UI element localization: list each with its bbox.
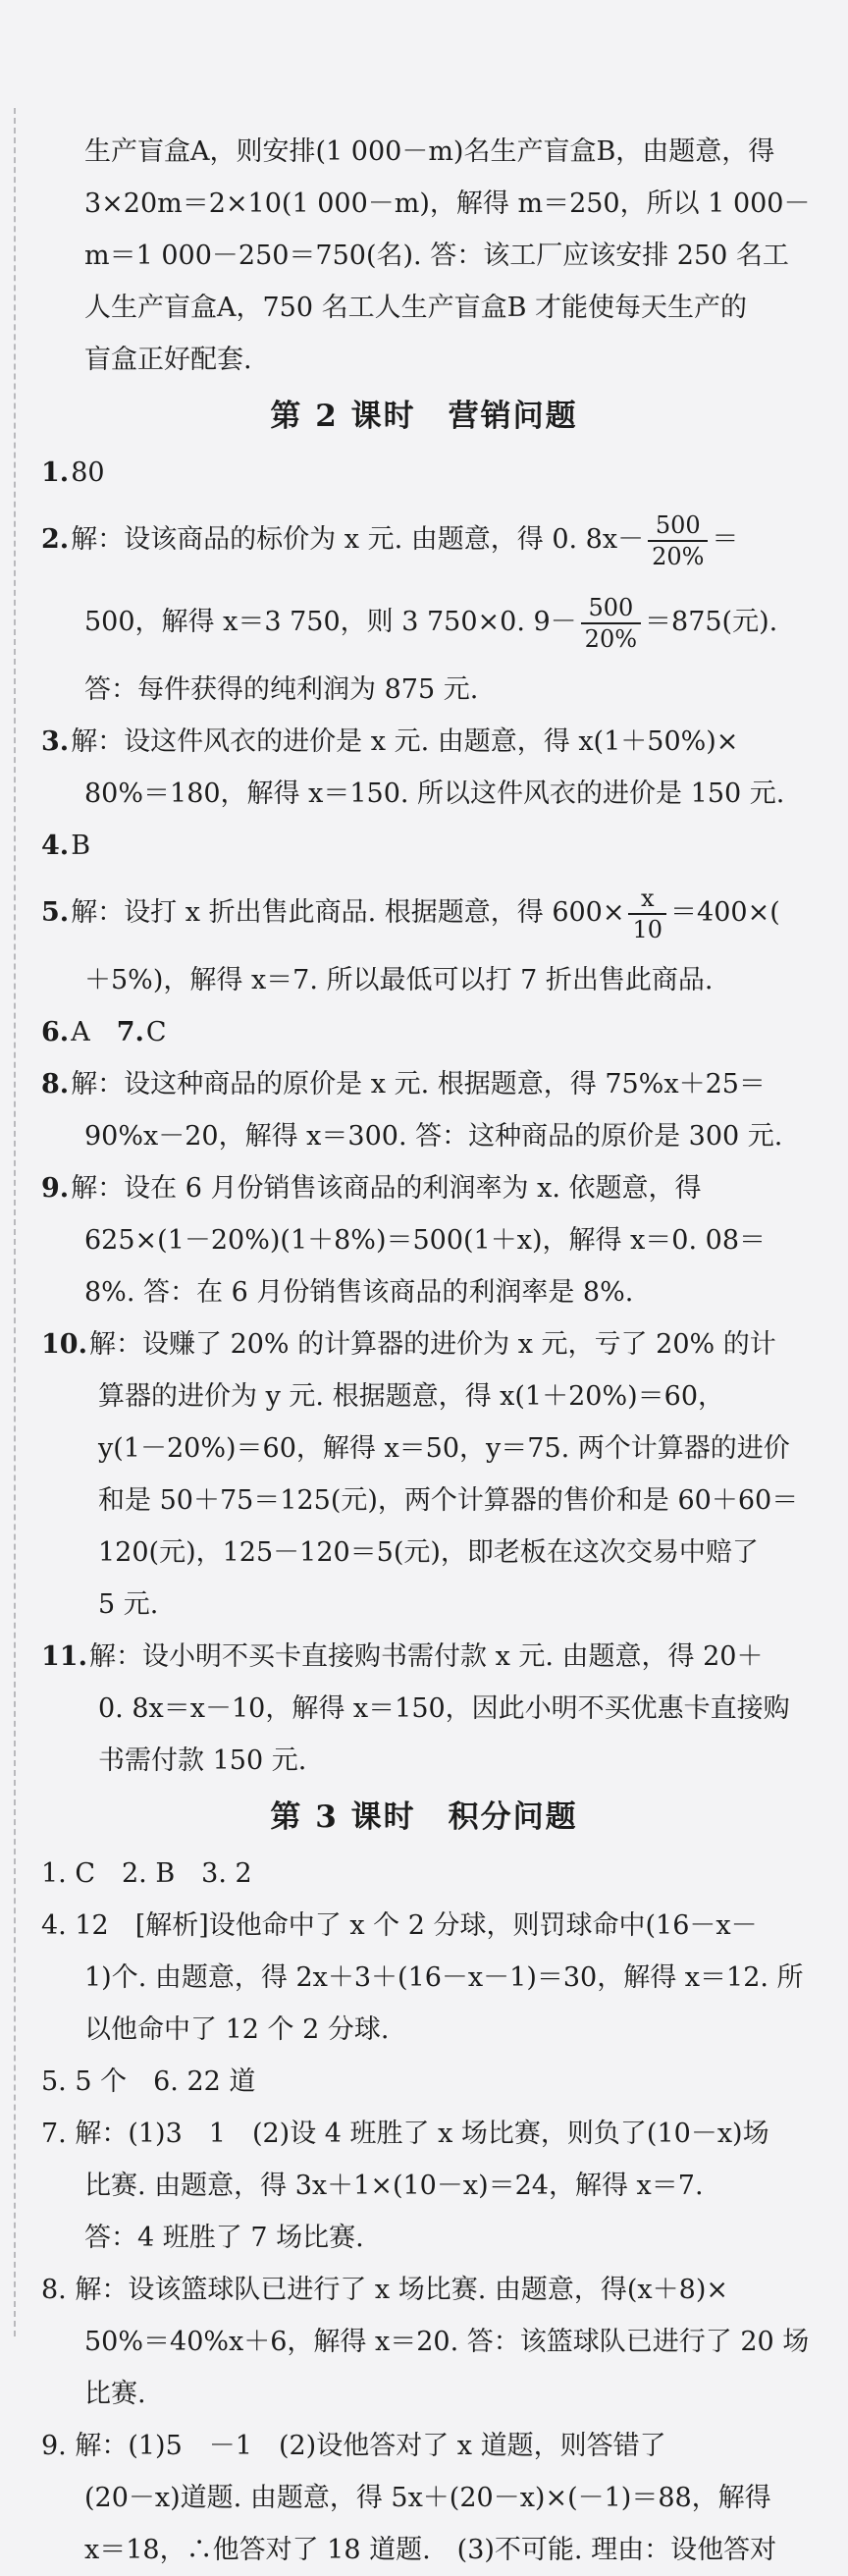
item-text: 500，解得 x＝3 750，则 3 750×0. 9－ — [84, 607, 577, 637]
item-number: 1. — [41, 457, 70, 488]
item-text: 解：设这种商品的原价是 x 元. 根据题意，得 75%x＋25＝ — [71, 1069, 766, 1100]
item-text: ＝875(元). — [645, 607, 778, 637]
item-text: 80 — [71, 457, 105, 488]
item-text: 解：设小明不买卡直接购书需付款 x 元. 由题意，得 20＋ — [88, 1641, 764, 1672]
fraction — [628, 884, 666, 944]
text-line: 120(元)，125－120＝5(元)，即老板在这次交易中赔了 — [98, 1537, 759, 1568]
text-line: 以他命中了 12 个 2 分球. — [84, 2014, 390, 2045]
text-line: m＝1 000－250＝750(名). 答：该工厂应该安排 250 名工 — [84, 241, 789, 271]
answer-item — [41, 1162, 807, 1214]
answer-item — [41, 820, 807, 872]
text-line: 8%. 答：在 6 月份销售该商品的利润率是 8%. — [84, 1277, 634, 1308]
text-line: 比赛. — [84, 2379, 146, 2409]
text-line: 90%x－20，解得 x＝300. 答：这种商品的原价是 300 元. — [84, 1121, 783, 1152]
item-text: A — [71, 1017, 117, 1047]
item-number: 5. — [41, 897, 70, 928]
text-line: 8. 解：设该篮球队已进行了 x 场比赛. 由题意，得(x＋8)× — [41, 2275, 728, 2305]
answer-item — [41, 499, 807, 581]
text-line: 9. 解：(1)5 －1 (2)设他答对了 x 道题，则答错了 — [41, 2431, 666, 2461]
text-line: 生产盲盒A，则安排(1 000－m)名生产盲盒B，由题意，得 — [84, 136, 775, 167]
item-text: 解：设该商品的标价为 x 元. 由题意，得 0. 8x－ — [71, 524, 645, 555]
text-line: ＋5%)，解得 x＝7. 所以最低可以打 7 折出售此商品. — [84, 965, 714, 995]
text-line: 答：4 班胜了 7 场比赛. — [84, 2223, 364, 2253]
text-line: 1)个. 由题意，得 2x＋3＋(16－x－1)＝30，解得 x＝12. 所 — [84, 1962, 804, 1993]
text-line: 0. 8x＝x－10，解得 x＝150，因此小明不买优惠卡直接购 — [98, 1693, 790, 1724]
answer-item — [41, 581, 807, 664]
answer-item — [41, 1631, 807, 1683]
item-number: 8. — [41, 1069, 70, 1100]
answer-item — [41, 1058, 807, 1110]
answer-item — [41, 1318, 807, 1370]
text-line: 50%＝40%x＋6，解得 x＝20. 答：该篮球队已进行了 20 场 — [84, 2327, 810, 2357]
text-line: 算器的进价为 y 元. 根据题意，得 x(1＋20%)＝60， — [98, 1381, 725, 1412]
text-line: 1. C 2. B 3. 2 — [41, 1858, 252, 1889]
fraction-numerator: 500 — [581, 593, 641, 624]
fraction-denominator: 10 — [632, 915, 663, 943]
item-number: 6. — [41, 1017, 70, 1047]
item-text: B — [71, 831, 91, 861]
fraction-denominator: 20% — [584, 624, 638, 653]
text-line: y(1－20%)＝60，解得 x＝50，y＝75. 两个计算器的进价 — [98, 1433, 790, 1464]
item-number: 10. — [41, 1329, 87, 1360]
answer-item — [41, 872, 807, 954]
text-line: 625×(1－20%)(1＋8%)＝500(1＋x)，解得 x＝0. 08＝ — [84, 1225, 767, 1256]
text-line: 5. 5 个 6. 22 道 — [41, 2066, 256, 2097]
item-number: 4. — [41, 831, 70, 861]
fraction — [648, 510, 708, 571]
item-number: 11. — [41, 1641, 87, 1672]
fraction-denominator: 20% — [652, 542, 705, 570]
text-line: 比赛. 由题意，得 3x＋1×(10－x)＝24，解得 x＝7. — [84, 2171, 704, 2201]
text-line: 4. 12 [解析]设他命中了 x 个 2 分球，则罚球命中(16－x－ — [41, 1910, 758, 1941]
text-line: 和是 50＋75＝125(元)，两个计算器的售价和是 60＋60＝ — [98, 1485, 799, 1516]
dashed-margin-line — [14, 108, 16, 2336]
text-line: 80%＝180，解得 x＝150. 所以这件风衣的进价是 150 元. — [84, 778, 785, 809]
item-text: C — [145, 1017, 167, 1047]
item-text: ＝ — [712, 524, 739, 555]
text-line: 书需付款 150 元. — [98, 1745, 307, 1776]
section-title: 第 3 课时 积分问题 — [270, 1799, 578, 1835]
item-number: 7. — [116, 1017, 144, 1047]
answer-item — [41, 447, 807, 499]
text-line: 盲盒正好配套. — [84, 345, 252, 375]
fraction-numerator: 500 — [648, 510, 708, 542]
item-text: 解：设在 6 月份销售该商品的利润率为 x. 依题意，得 — [71, 1173, 702, 1204]
item-number: 9. — [41, 1173, 70, 1204]
text-line: (20－x)道题. 由题意，得 5x＋(20－x)×(－1)＝88，解得 — [84, 2483, 771, 2513]
text-line: 7. 解：(1)3 1 (2)设 4 班胜了 x 场比赛，则负了(10－x)场 — [41, 2119, 769, 2149]
text-line: 人生产盲盒A，750 名工人生产盲盒B 才能使每天生产的 — [84, 293, 748, 323]
text-line: 5 元. — [98, 1589, 159, 1620]
fraction — [581, 593, 641, 654]
fraction-numerator: x — [628, 884, 666, 915]
item-number: 3. — [41, 726, 70, 757]
item-number: 2. — [41, 524, 70, 555]
item-text: 解：设赚了 20% 的计算器的进价为 x 元，亏了 20% 的计 — [88, 1329, 776, 1360]
answer-content — [41, 126, 811, 2576]
text-line: 答：每件获得的纯利润为 875 元. — [84, 674, 479, 705]
item-text: 解：设打 x 折出售此商品. 根据题意，得 600× — [71, 897, 625, 928]
answer-item — [41, 1006, 807, 1058]
item-text: ＝400×( — [670, 897, 780, 928]
item-text: 解：设这件风衣的进价是 x 元. 由题意，得 x(1＋50%)× — [71, 726, 739, 757]
text-line: x＝18，∴他答对了 18 道题. (3)不可能. 理由：设他答对 — [84, 2535, 777, 2565]
section-title: 第 2 课时 营销问题 — [270, 399, 578, 434]
answer-item — [41, 716, 807, 768]
text-line: 3×20m＝2×10(1 000－m)，解得 m＝250，所以 1 000－ — [84, 188, 811, 219]
